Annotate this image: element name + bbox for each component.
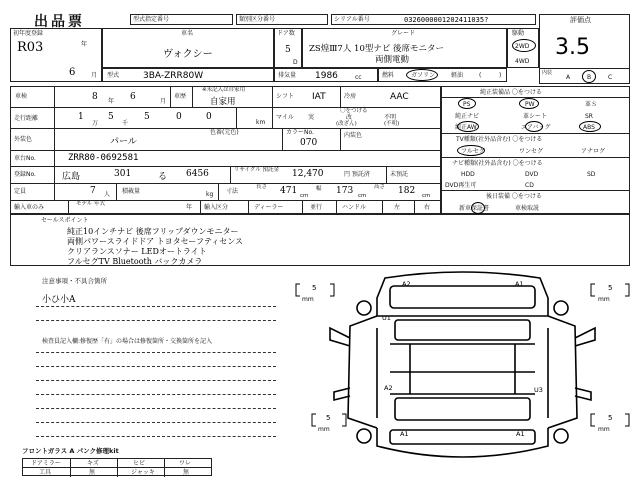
fuel-box: 燃料 ガソリン 軽油 ( ) [378,68,507,82]
mark-a2: A2 [384,384,393,392]
drive-box: 駆動 2WD 4WD [507,28,539,68]
sales-line: クリアランスソナー LEDオートライト [67,247,207,256]
type-box: 型式 3BA-ZRR80W [102,68,274,82]
sales-line: フルセグTV Bluetooth バックカメラ [67,257,203,266]
aw-circle [457,121,479,132]
color-number: 070 [300,138,318,148]
mileage-digit: 1 [78,112,84,122]
mark-a1: A1 [400,430,409,438]
sales-points-box: セールスポイント 純正10インチナビ 後席フリップダウンモニター 両側パワースライドドア トヨタセーフティセンス クリアランスソナー LEDオートライト フルセグTV Bluetooth バックカメラ [10,214,630,266]
pw-circle [519,98,539,109]
mileage-digit: 0 [176,112,182,122]
mark-u3: U3 [534,386,543,394]
ruibetsu-box: 類別区分番号 [236,14,328,25]
first-reg-month: 6 [69,67,76,78]
reg-kana: る [158,172,168,182]
fullseg-circle [457,145,485,156]
length-value: 471 [280,186,298,196]
fuel-gasoline-circle [406,69,438,81]
notes-label: 注意事項・不具合箇所 [42,277,107,285]
capacity-value: 7 [90,186,96,196]
equipment-title: 純正装備品 〇をつける [480,89,542,96]
mileage-digit: 5 [108,112,114,122]
registration-row: 登録No. 広島 301 る 6456 リサイクル 預託金 12,470 円 預託済 未預託 [14,167,409,182]
mark-u1: U1 [382,314,391,322]
width-value: 173 [336,186,354,196]
equipment-grid: PS PW 革Ｓ 純正ナビ 革シート SR 純正AW エアバッグ ABS [441,97,630,133]
color-row: 外装色 パール 色番(元色) カラーNo. 070 内装色 [14,129,363,148]
inspection-row: 車検 8 年 6 月 車歴 ※未記入は自家用 自家用 シフト IAT 冷房 AAC [15,87,409,107]
tv-title: TV種類(社外品含む) 〇をつける [456,136,543,143]
sales-line: 純正10インチナビ 後席フリップダウンモニター [67,227,239,236]
interior-b-circle [582,70,596,83]
car-diagram [290,268,635,476]
displacement-value: 1986 [315,71,338,81]
reg-class: 301 [114,169,132,179]
measure-unit: mm [598,426,610,433]
notes-text: 小ひ小A [42,295,76,305]
reg-region: 広島 [62,172,81,182]
usage-value: 自家用 [210,97,236,107]
first-reg-era: R03 [17,40,44,55]
displacement-box: 排気量 1986 cc [274,68,378,82]
capacity-row: 定員 7 人 積載量 kg 寸法 長さ 471 cm 幅 173 cm 高さ 182 cm [14,184,431,199]
grade-line1: ZS煌Ⅲ7人 10型ナビ 後席モニター [309,44,445,54]
measure-unit: mm [598,296,610,303]
mark-a1: A1 [516,430,525,438]
type-value: 3BA-ZRR80W [143,71,204,81]
ac-value: AAC [390,92,409,102]
interior-box: 内装 A B C [539,68,630,84]
doors-value: 5 [285,45,291,55]
ninshiki-box: 型式指定番号 [130,14,233,25]
mark-a1: A1 [515,280,524,288]
warranty-options: 新車保証書 車検取説 [441,202,630,214]
chassis-row: 車台No. ZRR80-0692581 [10,150,441,166]
warranty-circle [471,202,485,214]
car-name-box: 車名 ヴォクシー [102,28,274,68]
measure-bracket [296,284,629,426]
measure-value: 5 [608,414,613,422]
car-outline [330,272,595,457]
shift-value: IAT [312,92,326,102]
chassis-number: ZRR80-0692581 [68,153,139,163]
mark-a2: A2 [402,280,411,288]
defect-table: ドアミラー キズ ヒビ ワレ 工具 無 ジャッキ 無 [22,458,212,476]
repair-label: 検査員記入欄:修復歴「有」の場合は修復箇所・交換箇所を記入 [42,338,213,345]
warranty-title: 後日装備 〇をつける [486,193,542,200]
defect-marks [382,280,543,438]
exterior-color: パール [110,137,137,147]
inspection-year: 8 [92,92,98,102]
measure-value: 5 [312,284,317,292]
height-value: 182 [398,186,416,196]
reg-number: 6456 [186,169,209,179]
navi-title: ナビ種類(社外品含む) 〇をつける [452,160,543,167]
mileage-digit: 5 [144,112,150,122]
tv-options: フルセグ ワンセグ アナログ [441,145,630,157]
abs-circle [579,121,601,132]
rating-box: 評価点 3.5 [539,14,630,84]
rating-value: 3.5 [555,35,590,60]
mileage-row: 走行距離 1 万 5 千 5 0 0 km マイル 〇をつける 実 改 (改ざん) 不明 (不明) [14,108,400,127]
drive-2wd-circle [512,39,536,52]
import-row: 輸入車のみ モデル 年式 年 輸入区分 ディーラー 並行 ハンドル 左 右 [10,200,441,214]
inspection-month: 6 [130,92,136,102]
mileage-digit: 0 [206,112,212,122]
measure-value: 5 [326,414,331,422]
recycle-value: 12,470 [292,169,324,179]
grade-box: グレード ZS煌Ⅲ7人 10型ナビ 後席モニター 両側電動 [302,28,507,68]
serial-number: 0326000001202411035? [404,16,489,24]
serial-box: シリアル番号 0326000001202411035? [331,14,536,25]
first-reg-box: 初年度登録 R03 年 6 月 [10,28,102,82]
car-name: ヴォクシー [163,49,213,60]
page-title: 出品票 [34,14,85,30]
measure-unit: mm [302,296,314,303]
sales-line: 両側パワースライドドア トヨタセーフティセンス [67,237,244,246]
measure-unit: mm [318,426,330,433]
doors-box: ドア数 5 D [274,28,302,68]
navi-options: HDD DVD SD DVD再生可 CD [445,171,596,189]
ps-circle [458,98,476,109]
glass-label: フロントガラス A パンク修理kit [22,447,119,455]
measure-value: 5 [608,284,613,292]
grade-line2: 両側電動 [375,55,410,65]
airbag-circle [525,121,543,132]
